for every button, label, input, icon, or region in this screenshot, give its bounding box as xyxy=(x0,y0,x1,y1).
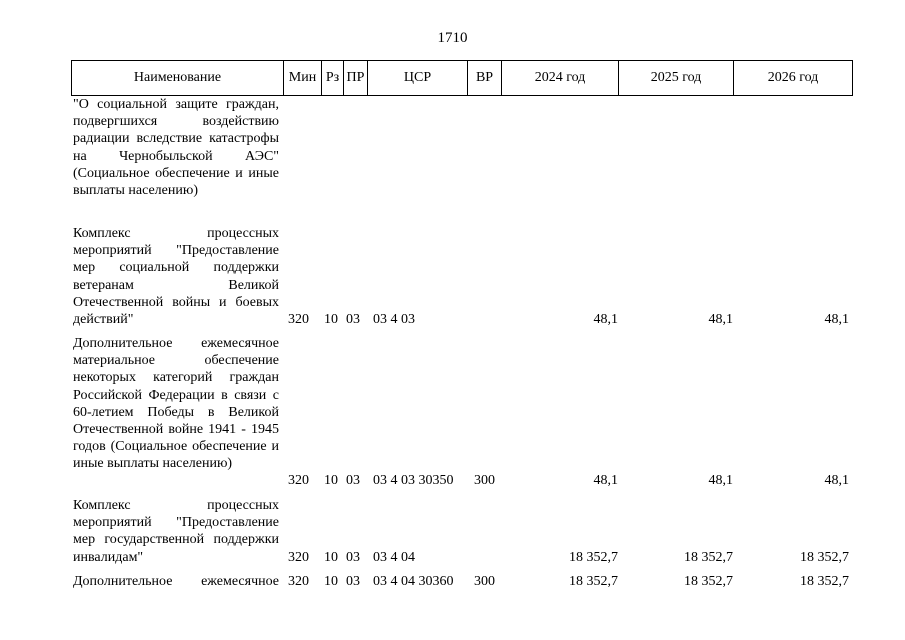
cell-2025: 18 352,7 xyxy=(684,574,733,589)
row-name: Дополнительное ежемесячное материальное обеспечение некоторых категорий граждан Российской Федерации в связи с 60-летием Победы в Великой Отечественной войне 1941 - 1945 годов (Социальное обеспечение и иные выплаты населению) xyxy=(73,336,279,472)
cell-2024: 48,1 xyxy=(593,312,618,327)
cell-vr: 300 xyxy=(474,574,495,589)
cell-pr: 03 xyxy=(346,574,360,589)
cell-min: 320 xyxy=(288,574,309,589)
header-name: Наименование xyxy=(72,61,284,96)
cell-2026: 18 352,7 xyxy=(800,574,849,589)
cell-pr: 03 xyxy=(346,550,360,565)
cell-csr: 03 4 04 xyxy=(373,550,415,565)
cell-min: 320 xyxy=(288,312,309,327)
row-name: Комплекс процессных мероприятий "Предоставление мер социальной поддержки ветеранам Великой Отечественной войны и боевых действий" xyxy=(73,226,279,328)
cell-2026: 18 352,7 xyxy=(800,550,849,565)
header-2024: 2024 год xyxy=(502,61,619,96)
row-name: Дополнительное ежемесячное xyxy=(73,574,279,589)
cell-2025: 48,1 xyxy=(708,312,733,327)
cell-pr: 03 xyxy=(346,473,360,488)
cell-2026: 48,1 xyxy=(824,312,849,327)
cell-rz: 10 xyxy=(324,312,338,327)
header-rz: Рз xyxy=(322,61,344,96)
header-2025: 2025 год xyxy=(619,61,734,96)
cell-2024: 18 352,7 xyxy=(569,574,618,589)
cell-2025: 18 352,7 xyxy=(684,550,733,565)
cell-2026: 48,1 xyxy=(824,473,849,488)
header-vr: ВР xyxy=(468,61,502,96)
cell-2025: 48,1 xyxy=(708,473,733,488)
row-name: "О социальной защите граждан, подвергшихся воздействию радиации вследствие катастрофы на Чернобыльской АЭС" (Социальное обеспечение и иные выплаты населению) xyxy=(73,97,279,199)
cell-rz: 10 xyxy=(324,550,338,565)
page-number: 1710 xyxy=(437,30,468,46)
cell-csr: 03 4 04 30360 xyxy=(373,574,454,589)
table-header xyxy=(71,60,853,96)
header-min: Мин xyxy=(284,61,322,96)
header-2026: 2026 год xyxy=(734,61,853,96)
cell-2024: 18 352,7 xyxy=(569,550,618,565)
cell-vr: 300 xyxy=(474,473,495,488)
cell-rz: 10 xyxy=(324,574,338,589)
cell-pr: 03 xyxy=(346,312,360,327)
cell-2024: 48,1 xyxy=(593,473,618,488)
row-name: Комплекс процессных мероприятий "Предоставление мер государственной поддержки инвалидам" xyxy=(73,498,279,565)
header-csr: ЦСР xyxy=(368,61,468,96)
cell-rz: 10 xyxy=(324,473,338,488)
cell-min: 320 xyxy=(288,550,309,565)
cell-min: 320 xyxy=(288,473,309,488)
cell-csr: 03 4 03 xyxy=(373,312,415,327)
header-pr: ПР xyxy=(344,61,368,96)
cell-csr: 03 4 03 30350 xyxy=(373,473,454,488)
